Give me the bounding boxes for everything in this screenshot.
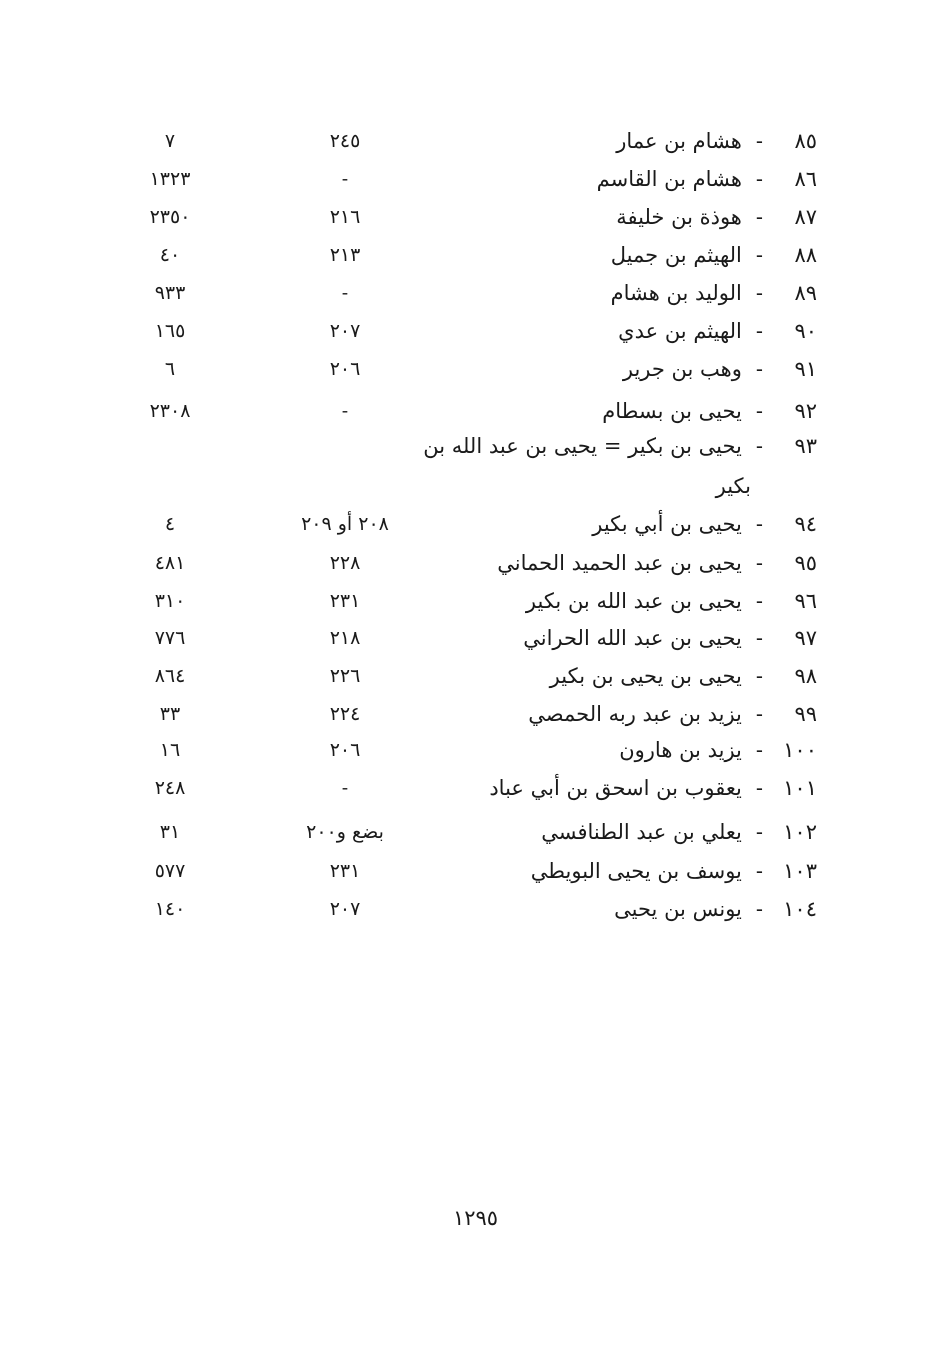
entry-death-year: ٢١٦ [329, 206, 361, 228]
entry-count: ٥٧٧ [154, 860, 186, 882]
entry-name-continuation: بكير [715, 474, 751, 498]
entry-name: يحيى بن عبد الحميد الحماني [497, 551, 742, 575]
entry-death-year: ٢٤٥ [329, 130, 361, 152]
entry-dash: - [755, 205, 763, 229]
entry-death-year: - [341, 777, 349, 799]
entry-name-cell [397, 199, 817, 235]
list-item [0, 891, 951, 927]
entry-name-cell [397, 506, 817, 542]
entry-name-cell [397, 428, 817, 464]
entry-number: ٩٠ [794, 319, 817, 343]
entry-number: ١٠٢ [783, 820, 817, 844]
entry-death-year: ٢١٣ [329, 244, 361, 266]
entry-name: يحيى بن بسطام [602, 399, 742, 423]
entry-name-cell [397, 814, 817, 850]
entry-count: ٧٧٦ [154, 627, 186, 649]
entry-number: ٨٨ [794, 243, 817, 267]
entry-count: ٢٤٨ [154, 777, 186, 799]
entry-death-year: بضع و٢٠٠ [306, 821, 384, 843]
page-number: ١٢٩٥ [452, 1206, 499, 1230]
entry-dash: - [755, 738, 763, 762]
entry-number: ٨٥ [794, 129, 817, 153]
entry-count: ١٦ [159, 739, 181, 761]
entry-name: هشام بن القاسم [596, 167, 742, 191]
entry-dash: - [755, 357, 763, 381]
entry-count: ٣١ [159, 821, 181, 843]
entry-count: ١٤٠ [154, 898, 186, 920]
list-item [0, 161, 951, 197]
entry-number: ٩٩ [794, 702, 817, 726]
entry-name-cell [397, 393, 817, 429]
entry-death-year: ٢٢٨ [329, 552, 361, 574]
entry-number: ٩٦ [794, 589, 817, 613]
entry-count: ١٣٢٣ [149, 168, 191, 190]
entry-name: هشام بن عمار [616, 129, 742, 153]
entry-death-year: ٢٠٧ [329, 898, 361, 920]
entry-count: ٤٠ [159, 244, 181, 266]
entry-death-year: - [341, 400, 349, 422]
entry-death-year: ٢٠٨ أو ٢٠٩ [301, 513, 389, 535]
entry-name: يحيى بن عبد الله الحراني [523, 626, 742, 650]
entry-count: ٣٣ [159, 703, 181, 725]
entry-name-cell [397, 351, 817, 387]
entry-death-year: - [341, 282, 349, 304]
list-item [0, 583, 951, 619]
entry-death-year: ٢٠٧ [329, 320, 361, 342]
entry-number: ١٠٣ [783, 859, 817, 883]
entry-count: ٢٣٠٨ [149, 400, 191, 422]
entry-death-year: ٢٠٦ [329, 739, 361, 761]
entry-number: ٩٨ [794, 664, 817, 688]
entry-name: يوسف بن يحيى البويطي [530, 859, 742, 883]
entry-name: الوليد بن هشام [610, 281, 742, 305]
list-item [0, 658, 951, 694]
entry-count: ٨٦٤ [154, 665, 186, 687]
list-item [0, 814, 951, 850]
entry-number: ١٠١ [783, 776, 817, 800]
entry-name: يزيد بن هارون [619, 738, 742, 762]
entry-name: هوذة بن خليفة [616, 205, 742, 229]
entry-name-cell [397, 583, 817, 619]
list-item [0, 545, 951, 581]
entry-dash: - [755, 281, 763, 305]
entry-number: ٨٦ [794, 167, 817, 191]
entry-dash: - [755, 243, 763, 267]
entry-count: ٦ [164, 358, 176, 380]
entry-name: يحيى بن بكير = يحيى بن عبد الله بن [423, 434, 742, 458]
entry-dash: - [755, 664, 763, 688]
entry-count: ٤ [164, 513, 176, 535]
entry-count: ١٦٥ [154, 320, 186, 342]
list-item [0, 393, 951, 429]
entry-name-cell [397, 313, 817, 349]
entry-dash: - [755, 589, 763, 613]
entry-dash: - [755, 167, 763, 191]
entry-name-cell [397, 853, 817, 889]
entry-death-year: ٢٣١ [329, 590, 361, 612]
list-item [0, 770, 951, 806]
list-item [0, 351, 951, 387]
list-item [0, 506, 951, 542]
entry-death-year: ٢٠٦ [329, 358, 361, 380]
entry-name: يحيى بن عبد الله بن بكير [525, 589, 742, 613]
entry-name-cell [397, 620, 817, 656]
entry-name: يونس بن يحيى [614, 897, 742, 921]
entry-dash: - [755, 399, 763, 423]
entry-name: يزيد بن عبد ربه الحمصي [528, 702, 742, 726]
entry-count: ٩٣٣ [154, 282, 186, 304]
list-item [0, 275, 951, 311]
entry-dash: - [755, 434, 763, 458]
list-item [0, 199, 951, 235]
list-item [0, 123, 951, 159]
entry-dash: - [755, 859, 763, 883]
entry-name-cell [397, 545, 817, 581]
entry-number: ٩٢ [794, 399, 817, 423]
entry-name-cell [397, 123, 817, 159]
entry-dash: - [755, 551, 763, 575]
list-item [0, 620, 951, 656]
entry-death-year: ٢١٨ [329, 627, 361, 649]
entry-count: ٧ [164, 130, 176, 152]
list-item [0, 853, 951, 889]
entry-death-year: - [341, 168, 349, 190]
entry-number: ٩٥ [794, 551, 817, 575]
entry-dash: - [755, 820, 763, 844]
list-item [0, 428, 951, 464]
entry-name: يعلي بن عبد الطنافسي [541, 820, 742, 844]
entry-dash: - [755, 626, 763, 650]
entry-name-cell [397, 770, 817, 806]
entry-number: ٩١ [794, 357, 817, 381]
entry-dash: - [755, 776, 763, 800]
entry-count: ٤٨١ [154, 552, 186, 574]
entry-name: يحيى بن يحيى بن بكير [549, 664, 742, 688]
entry-name-cell [397, 696, 817, 732]
entry-number: ٩٣ [794, 434, 817, 458]
entry-number: ٨٩ [794, 281, 817, 305]
entry-name-cell [397, 161, 817, 197]
entry-dash: - [755, 319, 763, 343]
list-item [0, 732, 951, 768]
entry-number: ٩٤ [794, 512, 817, 536]
entry-count: ٣١٠ [154, 590, 186, 612]
entry-name: الهيثم بن جميل [610, 243, 742, 267]
entry-death-year: ٢٣١ [329, 860, 361, 882]
entry-name-cell [397, 658, 817, 694]
list-item [0, 237, 951, 273]
list-item [0, 313, 951, 349]
entry-death-year: ٢٢٦ [329, 665, 361, 687]
entry-dash: - [755, 512, 763, 536]
entry-number: ١٠٤ [783, 897, 817, 921]
entry-name: يحيى بن أبي بكير [592, 512, 742, 536]
entry-dash: - [755, 702, 763, 726]
entry-name: يعقوب بن اسحق بن أبي عباد [489, 776, 742, 800]
entry-number: ٨٧ [794, 205, 817, 229]
entry-name-cell [397, 891, 817, 927]
entry-death-year: ٢٢٤ [329, 703, 361, 725]
entry-name: الهيثم بن عدي [618, 319, 742, 343]
entry-count: ٢٣٥٠ [149, 206, 191, 228]
entry-number: ٩٧ [794, 626, 817, 650]
entry-number: ١٠٠ [783, 738, 817, 762]
entry-name-cell [397, 275, 817, 311]
entry-dash: - [755, 897, 763, 921]
entry-name-cell [397, 732, 817, 768]
list-item [0, 696, 951, 732]
entry-name-cell [397, 237, 817, 273]
entry-name: وهب بن جرير [622, 357, 742, 381]
entry-dash: - [755, 129, 763, 153]
